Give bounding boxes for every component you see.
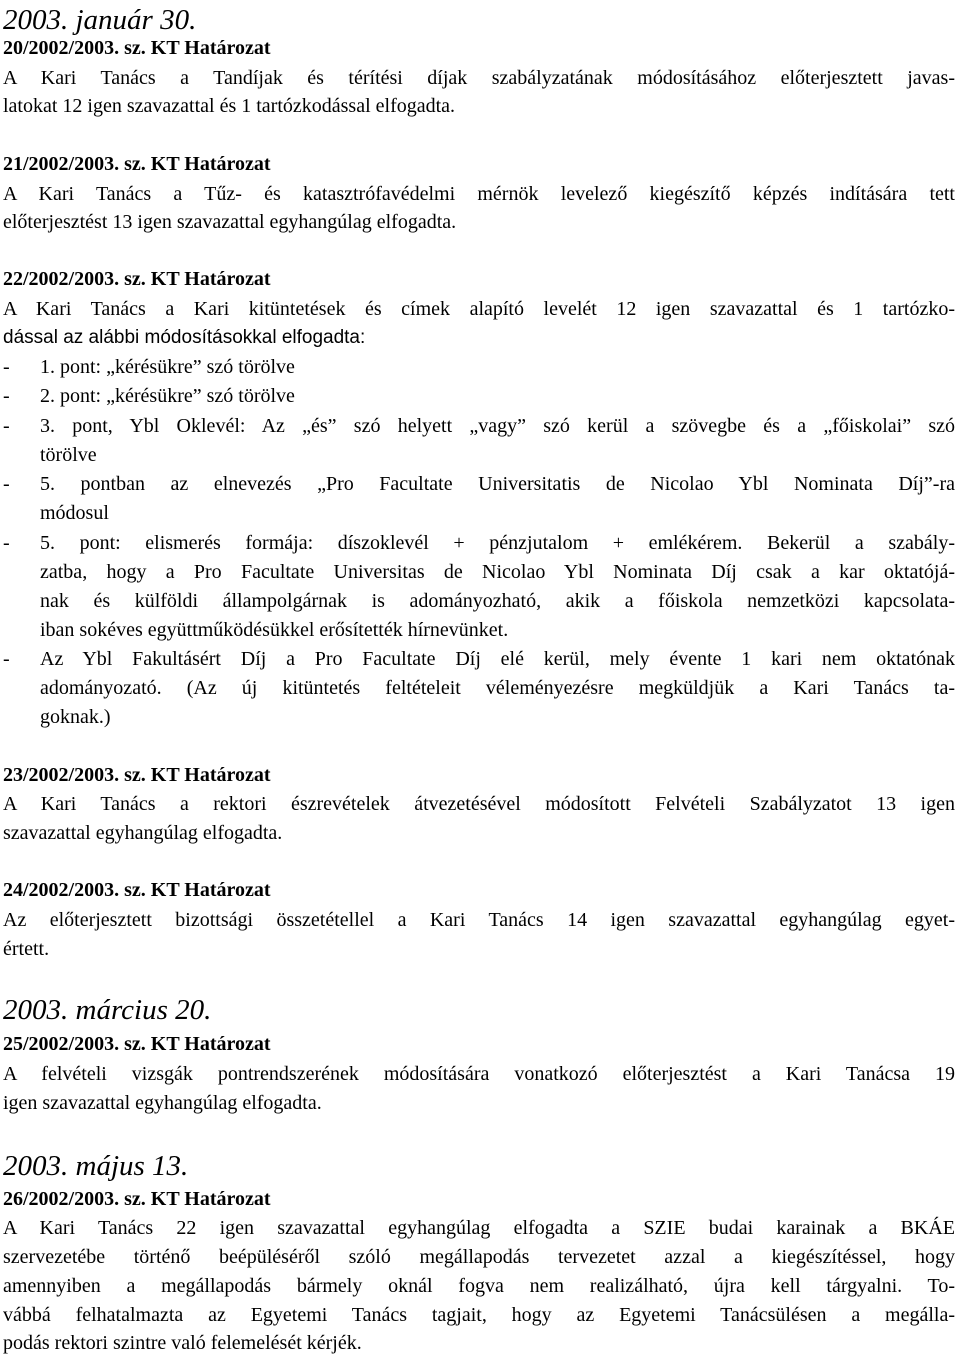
bullet-text-line: adományozató. (Az új kitüntetés feltételeit véleményezésre megküldjük a Kari Tanács ta- — [40, 677, 955, 699]
resolution-text-line: A Kari Tanács a Tűz- és katasztrófavédelmi mérnök levelező kiegészítő képzés indítására tett — [3, 183, 955, 205]
bullet-text-line: zatba, hogy a Pro Facultate Universitas de Nicolao Ybl Nominata Díj csak a kar oktatójá- — [40, 561, 955, 583]
resolution-text-line: A felvételi vizsgák pontrendszerének módosítására vonatkozó előterjesztést a Kari Tanácsa 19 — [3, 1063, 955, 1085]
resolution-heading: 20/2002/2003. sz. KT Határozat — [3, 37, 271, 59]
resolution-text-line: latokat 12 igen szavazattal és 1 tartózkodással elfogadta. — [3, 95, 456, 117]
resolution-text-line: igen szavazattal egyhangúlag elfogadta. — [3, 1092, 322, 1114]
resolution-text-line: szavazattal egyhangúlag elfogadta. — [3, 822, 283, 844]
resolution-text-line: szervezetébe történő beépüléséről szóló megállapodás tervezetet azzal a kiegészítéssel, hogy — [3, 1246, 955, 1268]
bullet-dash: - — [3, 473, 10, 495]
resolution-text-line: dással az alábbi módosításokkal elfogadta: — [3, 327, 366, 348]
resolution-heading: 24/2002/2003. sz. KT Határozat — [3, 879, 271, 901]
bullet-text-line: 5. pontban az elnevezés „Pro Facultate Universitatis de Nicolao Ybl Nominata Díj”-ra — [40, 473, 955, 495]
bullet-dash: - — [3, 356, 10, 378]
resolution-text-line: vábbá felhatalmazta az Egyetemi Tanács tagjait, hogy az Egyetemi Tanácsülésen a megálla- — [3, 1304, 955, 1326]
bullet-text-line: módosul — [40, 502, 109, 524]
resolution-text-line: A Kari Tanács a Kari kitüntetések és címek alapító levelét 12 igen szavazattal és 1 tartózko- — [3, 298, 955, 320]
resolution-text-line: A Kari Tanács a Tandíjak és térítési díjak szabályzatának módosításához előterjesztett javas- — [3, 67, 955, 89]
bullet-text-line: 5. pont: elismerés formája: díszoklevél + pénzjutalom + emlékérem. Bekerül a szabály- — [40, 532, 955, 554]
resolution-text-line: előterjesztést 13 igen szavazattal egyhangúlag elfogadta. — [3, 211, 457, 233]
bullet-text-line: iban sokéves együttműködésükkel erősítették hírnevünket. — [40, 619, 509, 641]
resolution-text-line: podás rektori szintre való felemelését kérjék. — [3, 1332, 362, 1354]
section-date: 2003. május 13. — [3, 1150, 189, 1182]
resolution-text-line: amennyiben a megállapodás bármely oknál fogva nem realizálható, újra kell tárgyalni. To- — [3, 1275, 955, 1297]
bullet-dash: - — [3, 648, 10, 670]
resolution-heading: 21/2002/2003. sz. KT Határozat — [3, 153, 271, 175]
bullet-text-line: 3. pont, Ybl Oklevél: Az „és” szó helyett „vagy” szó kerül a szövegbe és a „főiskolai” szó — [40, 415, 955, 437]
bullet-text-line: nak és külföldi állampolgárnak is adományozható, akik a főiskola nemzetközi kapcsolata- — [40, 590, 955, 612]
resolution-heading: 22/2002/2003. sz. KT Határozat — [3, 268, 271, 290]
resolution-heading: 26/2002/2003. sz. KT Határozat — [3, 1188, 271, 1210]
resolution-heading: 25/2002/2003. sz. KT Határozat — [3, 1033, 271, 1055]
bullet-text-line: goknak.) — [40, 706, 111, 728]
bullet-dash: - — [3, 385, 10, 407]
section-date: 2003. január 30. — [3, 4, 197, 36]
resolution-heading: 23/2002/2003. sz. KT Határozat — [3, 764, 271, 786]
bullet-text-line: törölve — [40, 444, 97, 466]
resolution-text-line: A Kari Tanács a rektori észrevételek átvezetésével módosított Felvételi Szabályzatot 13 igen — [3, 793, 955, 815]
section-date: 2003. március 20. — [3, 994, 212, 1026]
bullet-text-line: 2. pont: „kérésükre” szó törölve — [40, 385, 295, 407]
resolution-text-line: A Kari Tanács 22 igen szavazattal egyhangúlag elfogadta a SZIE budai karainak a BKÁE — [3, 1217, 955, 1239]
resolution-text-line: értett. — [3, 938, 50, 960]
bullet-dash: - — [3, 532, 10, 554]
bullet-text-line: Az Ybl Fakultásért Díj a Pro Facultate Díj elé kerül, mely évente 1 kari nem oktatónak — [40, 648, 955, 670]
bullet-text-line: 1. pont: „kérésükre” szó törölve — [40, 356, 295, 378]
bullet-dash: - — [3, 415, 10, 437]
resolution-text-line: Az előterjesztett bizottsági összetétellel a Kari Tanács 14 igen szavazattal egyhangúlag egyet- — [3, 909, 955, 931]
